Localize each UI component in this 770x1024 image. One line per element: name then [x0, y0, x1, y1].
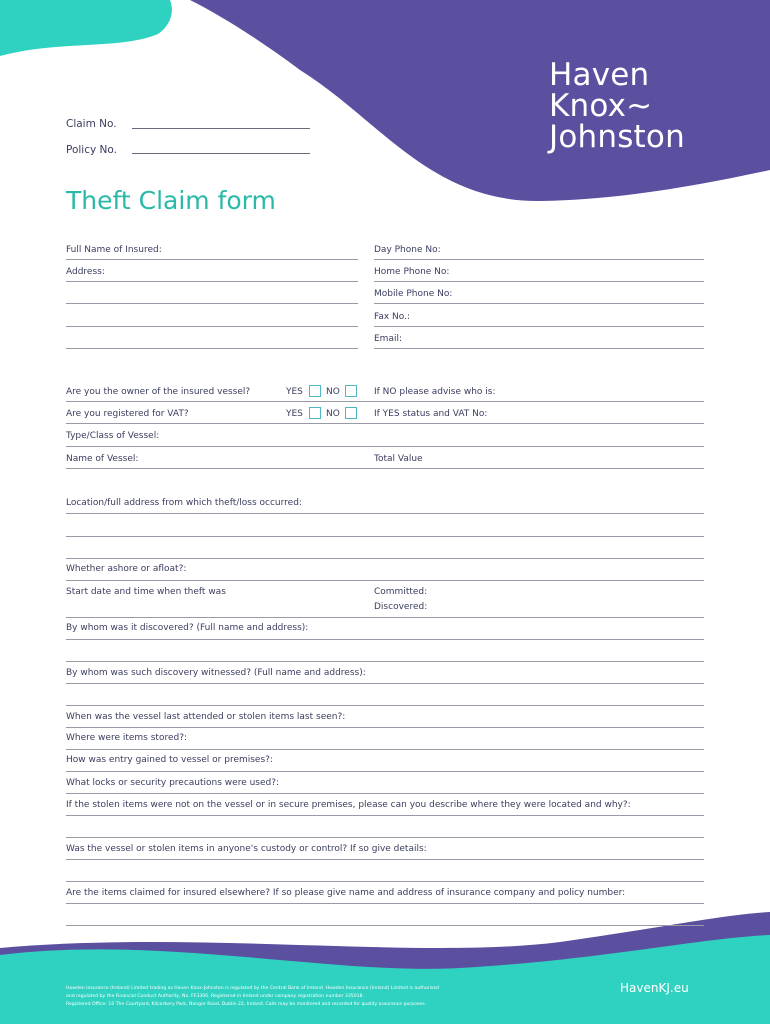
address-label: Address: — [66, 267, 105, 277]
address-field-1[interactable] — [66, 281, 358, 282]
day-phone-field[interactable] — [374, 259, 704, 260]
fax-label: Fax No.: — [374, 312, 411, 322]
home-phone-label: Home Phone No: — [374, 267, 450, 277]
mobile-phone-label: Mobile Phone No: — [374, 289, 453, 299]
vat-yes-checkbox[interactable] — [309, 407, 321, 419]
footer-line-1: Howden Insurance (Ireland) Limited trading as Haven Knox-Johnston is regulated by the Central Bank of Ireland. Howden Insurance (Ireland) Limited is authorised — [66, 986, 440, 991]
vessel-name-label: Name of Vessel: — [66, 454, 139, 464]
witnessed-by-label: By whom was such discovery witnessed? (Full name and address): — [66, 668, 366, 678]
full-name-label: Full Name of Insured: — [66, 245, 162, 255]
committed-label: Committed: — [374, 587, 428, 597]
owner-yes-checkbox[interactable] — [309, 385, 321, 397]
last-attended-field[interactable] — [66, 727, 704, 728]
total-value-label: Total Value — [374, 454, 423, 464]
mobile-phone-field[interactable] — [374, 303, 704, 304]
full-name-field[interactable] — [66, 259, 358, 260]
vat-question-label: Are you registered for VAT? — [66, 409, 189, 419]
vat-no-checkbox[interactable] — [345, 407, 357, 419]
website-link[interactable]: HavenKJ.eu — [620, 981, 689, 995]
locks-label: What locks or security precautions were used?: — [66, 778, 280, 788]
policy-no-label: Policy No. — [66, 144, 117, 156]
last-attended-label: When was the vessel last attended or stolen items last seen?: — [66, 712, 346, 722]
start-date-field[interactable] — [66, 617, 704, 618]
type-class-field[interactable] — [66, 446, 704, 447]
vat-status-label: If YES status and VAT No: — [374, 409, 488, 419]
custody-field-1[interactable] — [66, 859, 704, 860]
owner-no-advise-label: If NO please advise who is: — [374, 387, 496, 397]
where-stored-field[interactable] — [66, 749, 704, 750]
not-on-vessel-field-1[interactable] — [66, 815, 704, 816]
owner-field[interactable] — [66, 401, 704, 402]
claim-no-label: Claim No. — [66, 118, 117, 130]
insured-elsewhere-field-2[interactable] — [66, 925, 704, 926]
locks-field[interactable] — [66, 793, 704, 794]
type-class-label: Type/Class of Vessel: — [66, 431, 160, 441]
not-on-vessel-label: If the stolen items were not on the vessel or in secure premises, please can you describe where they were located and why?: — [66, 800, 631, 810]
owner-yes-label: YES — [286, 387, 303, 397]
brand-line-2: Knox~ — [549, 88, 653, 124]
day-phone-label: Day Phone No: — [374, 245, 441, 255]
vat-no-label: NO — [326, 409, 340, 419]
footer-line-3: Registered Office: 10 The Courtyard, Kilcarbery Park, Nangor Road, Dublin 22, Ireland. Calls may be monitored and recorded for quality assurance purposes. — [66, 1002, 427, 1007]
address-field-2[interactable] — [66, 303, 358, 304]
custody-field-2[interactable] — [66, 881, 704, 882]
start-date-label: Start date and time when theft was — [66, 587, 226, 597]
ashore-label: Whether ashore or afloat?: — [66, 564, 187, 574]
witnessed-by-field-1[interactable] — [66, 683, 704, 684]
witnessed-by-field-2[interactable] — [66, 705, 704, 706]
footer-line-2: and regulated by the Financial Conduct Authority, No. FF3306. Registered in Ireland under company registration number 335018. — [66, 994, 364, 999]
email-field[interactable] — [374, 348, 704, 349]
custody-label: Was the vessel or stolen items in anyone's custody or control? If so give details: — [66, 844, 427, 854]
header-teal-wave — [0, 0, 172, 56]
email-label: Email: — [374, 334, 403, 344]
vat-field[interactable] — [66, 423, 704, 424]
entry-gained-field[interactable] — [66, 771, 704, 772]
insured-elsewhere-field-1[interactable] — [66, 903, 704, 904]
location-field-3[interactable] — [66, 558, 704, 559]
brand-line-3: Johnston — [549, 119, 685, 155]
fax-field[interactable] — [374, 326, 704, 327]
claim-no-field[interactable] — [132, 128, 310, 129]
location-field-2[interactable] — [66, 536, 704, 537]
footer-legal-text — [66, 985, 556, 1009]
home-phone-field[interactable] — [374, 281, 704, 282]
not-on-vessel-field-2[interactable] — [66, 837, 704, 838]
insured-elsewhere-label: Are the items claimed for insured elsewhere? If so please give name and address of insurance company and policy number: — [66, 888, 626, 898]
location-field-1[interactable] — [66, 513, 704, 514]
brand-line-1: Haven — [549, 57, 650, 93]
ashore-field[interactable] — [66, 580, 704, 581]
owner-no-label: NO — [326, 387, 340, 397]
entry-gained-label: How was entry gained to vessel or premises?: — [66, 755, 273, 765]
discovered-by-field-2[interactable] — [66, 661, 704, 662]
form-title: Theft Claim form — [66, 186, 276, 215]
discovered-by-field-1[interactable] — [66, 639, 704, 640]
address-field-4[interactable] — [66, 348, 358, 349]
vessel-name-field[interactable] — [66, 468, 704, 469]
owner-no-checkbox[interactable] — [345, 385, 357, 397]
brand-logo — [549, 57, 685, 155]
address-field-3[interactable] — [66, 326, 358, 327]
discovered-by-label: By whom was it discovered? (Full name and address): — [66, 623, 309, 633]
policy-no-field[interactable] — [132, 153, 310, 154]
location-label: Location/full address from which theft/loss occurred: — [66, 498, 302, 508]
where-stored-label: Where were items stored?: — [66, 733, 188, 743]
owner-question-label: Are you the owner of the insured vessel? — [66, 387, 251, 397]
vat-yes-label: YES — [286, 409, 303, 419]
discovered-label: Discovered: — [374, 602, 428, 612]
